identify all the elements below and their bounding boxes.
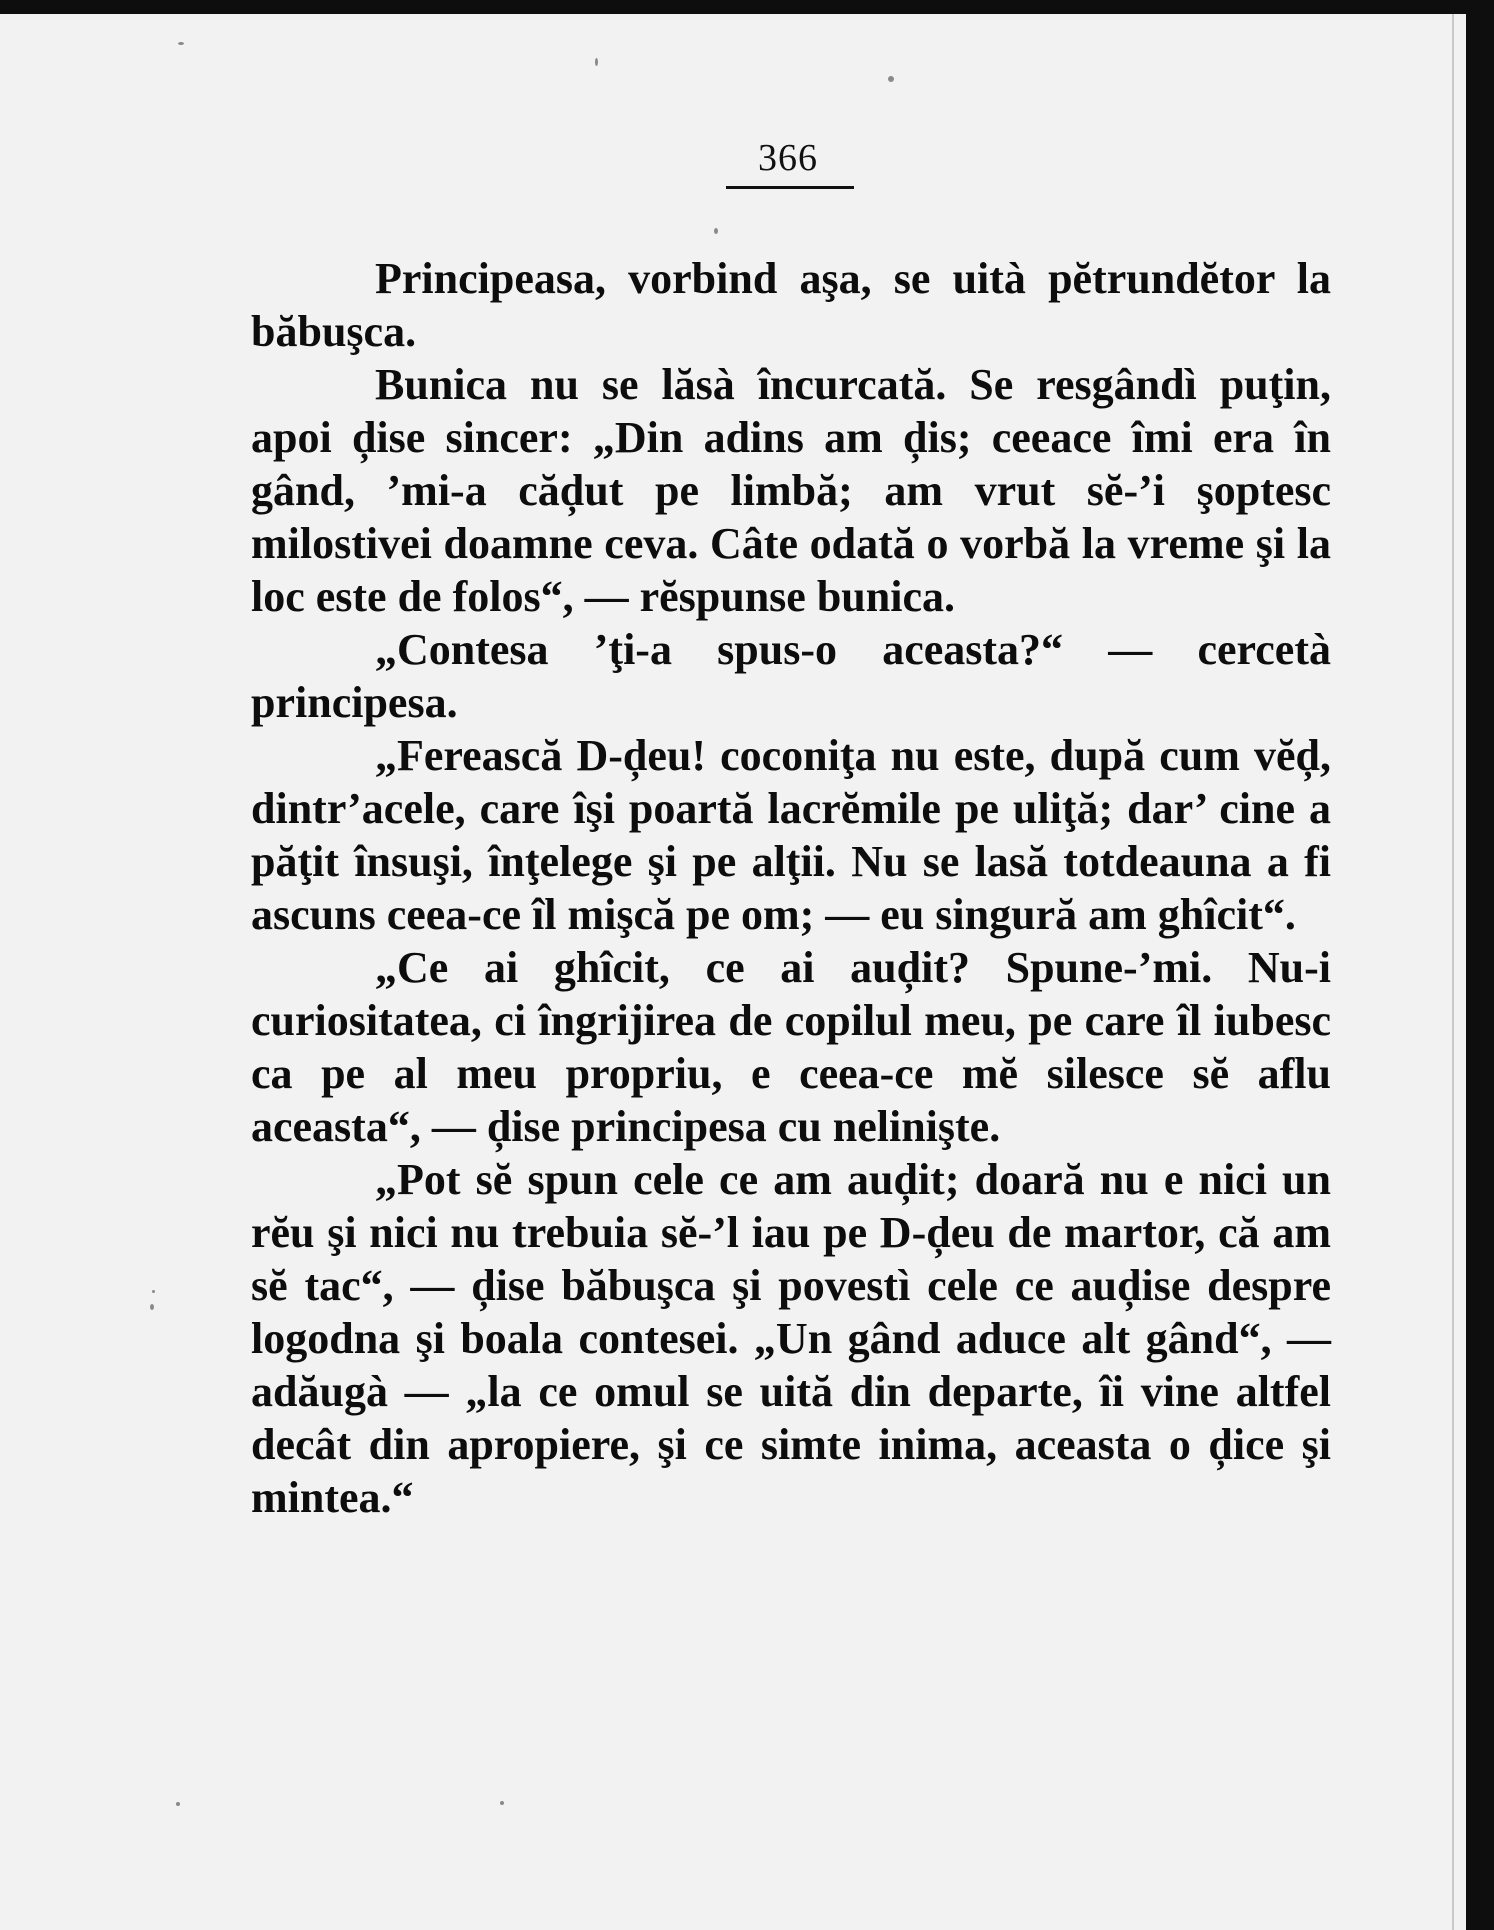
paragraph-4: „Ferească D-ḑeu! coconiţa nu este, după cum vĕḑ, dintr’acele, care îşi poartă lacrĕmile pe uliţă; dar’ cine a păţit însuşi, înţelege şi pe alţii. Nu se lasă totdeauna a fi ascuns ceea-ce îl mişcă pe om; — eu singură am ghîcit“. bbox=[251, 731, 1331, 939]
body-text bbox=[251, 252, 1331, 1524]
paragraph-3: „Contesa ’ţi-a spus-o aceasta?“ — cercetà principesa. bbox=[251, 625, 1331, 727]
scan-speck bbox=[714, 228, 718, 234]
scan-speck bbox=[500, 1801, 504, 1805]
scan-speck bbox=[595, 58, 598, 66]
scanned-page bbox=[0, 14, 1466, 1930]
scan-speck bbox=[888, 76, 894, 82]
paragraph-5: „Ce ai ghîcit, ce ai auḑit? Spune-’mi. Nu-i curiositatea, ci îngrijirea de copilul meu, pe care îl iubesc ca pe al meu propriu, e ceea-ce mĕ silesce sĕ aflu aceasta“, — ḑise principesa cu neliniştе. bbox=[251, 943, 1331, 1151]
scan-speck bbox=[152, 1290, 155, 1293]
paragraph-2: Bunica nu se lăsà încurcată. Se resgândì puţin, apoi ḑise sincer: „Din adins am ḑis; ceeace îmi era în gând, ’mi-a căḑut pe limbă; am vrut sĕ-’i şoptesc milostivei doamne ceva. Câte odată o vorbă la vreme şi la loc este de folos“, — rĕspunse bunica. bbox=[251, 360, 1331, 621]
page-number-rule bbox=[726, 186, 854, 189]
paragraph-6: „Pot sĕ spun cele ce am auḑit; doară nu e nici un rĕu şi nici nu trebuia sĕ-’l iau pe D-ḑeu de martor, că am sĕ tac“, — ḑise băbuşca şi povestì cele ce auḑise despre logodna şi boala contesei. „Un gând aduce alt gând“, — adăugà — „la ce omul se uită din departe, îi vine altfel decât din apropiere, şi ce simte inima, aceasta o ḑice şi mintea.“ bbox=[251, 1155, 1331, 1522]
page-edge-line bbox=[1452, 14, 1454, 1930]
page-number: 366 bbox=[758, 137, 818, 179]
scan-speck bbox=[150, 1304, 154, 1310]
scan-speck bbox=[178, 42, 184, 45]
scan-speck bbox=[176, 1802, 180, 1806]
paragraph-1: Principeasa, vorbind aşa, se uità pĕtrundĕtor la băbuşca. bbox=[251, 254, 1331, 356]
